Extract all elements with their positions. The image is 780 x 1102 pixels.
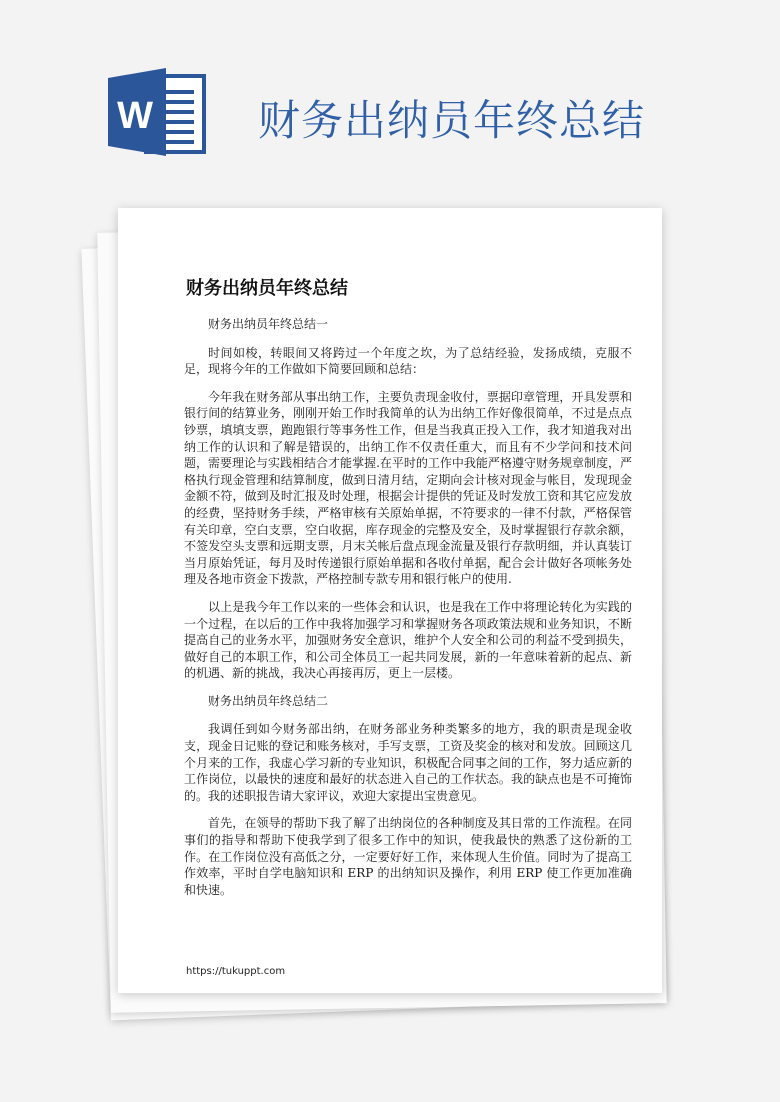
paragraph: 我调任到如今财务部出纳，在财务部业务种类繁多的地方，我的职责是现金收支，现金日记账的登记和账务核对，手写支票，工资及奖金的核对和发放。回顾这几个月来的工作，我虚心学习新的专业知识，积极配合同事之间的工作，努力适应新的工作岗位，以最快的速度和最好的状态进入自己的工作状态。我的缺点也是不可掩饰的。我的述职报告请大家评议，欢迎大家提出宝贵意见。 — [184, 722, 632, 803]
banner-header — [0, 0, 780, 200]
word-document-icon — [108, 68, 208, 156]
section-heading: 财务出纳员年终总结一 — [208, 317, 329, 331]
word-icon-letter: W — [117, 95, 153, 137]
paragraph: 首先，在领导的帮助下我了解了出纳岗位的各种制度及其日常的工作流程。在同事们的指导和帮助下使我学到了很多工作中的知识，使我最快的熟悉了这份新的工作。在工作岗位没有高低之分，一定要好好工作，来体现人生价值。同时为了提高工作效率，平时自学电脑知识和 ERP 的出纳知识及操作，利用 ERP 使工作更加准确和快速。 — [184, 816, 632, 897]
paragraph: 时间如梭，转眼间又将跨过一个年度之坎，为了总结经验，发扬成绩，克服不足，现将今年的工作做如下简要回顾和总结： — [184, 345, 632, 377]
paragraph: 今年我在财务部从事出纳工作，主要负责现金收付，票据印章管理，开具发票和银行间的结算业务，刚刚开始工作时我简单的认为出纳工作好像很简单，不过是点点钞票，填填支票，跑跑银行等事务性工作，但是当我真正投入工作，我才知道我对出纳工作的认识和了解是错误的，出纳工作不仅责任重大，而且有不少学问和技术问题，需要理论与实践相结合才能掌握.在平时的工作中我能严格遵守财务规章制度，严格执行现金管理和结算制度，做到日清月结，定期向会计核对现金与帐目，发现现金金额不符，做到及时汇报及时处理，根据会计提供的凭证及时发放工资和其它应发放的经费，坚持财务手续，严格审核有关原始单据，不符要求的一律不付款，严格保管有关印章，空白支票，空白收据，库存现金的完整及安全，及时掌握银行存款余额，不签发空头支票和远期支票，月末关帐后盘点现金流量及银行存款明细，并认真装订当月原始凭证，每月及时传递银行原始单据和各收付单据，配合会计做好各项帐务处理及各地市资金下拨款，严格控制专款专用和银行帐户的使用. — [184, 389, 632, 587]
document-body — [184, 316, 632, 909]
banner-title: 财务出纳员年终总结 — [258, 96, 646, 145]
document-title: 财务出纳员年终总结 — [186, 278, 348, 299]
section-heading: 财务出纳员年终总结二 — [208, 693, 329, 708]
document-page — [118, 208, 662, 993]
footer-url[interactable]: https://tukuppt.com — [186, 966, 286, 977]
paragraph: 以上是我今年工作以来的一些体会和认识，也是我在工作中将理论转化为实践的一个过程，在以后的工作中我将加强学习和掌握财务各项政策法规和业务知识，不断提高自己的业务水平，加强财务安全意识，维护个人安全和公司的利益不受到损失，做好自己的本职工作，和公司全体员工一起共同发展，新的一年意味着新的起点、新的机遇、新的挑战，我决心再接再厉，更上一层楼。 — [184, 599, 632, 681]
